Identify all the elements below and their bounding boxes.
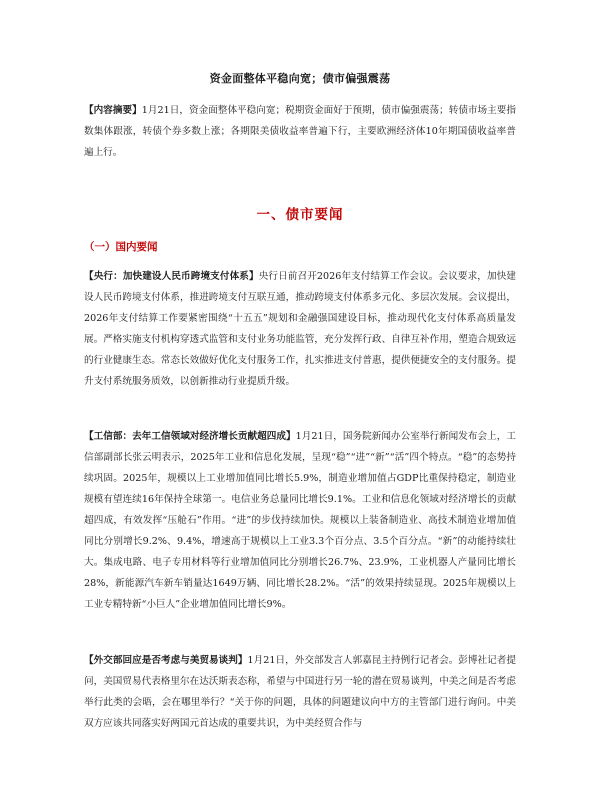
news-item-body: 央行日前召开2026年支付结算工作会议。会议要求，加快建设人民币跨境支付体系，推进跨境支付互联互通，推动跨境支付体系多元化、多层次发展。会议提出，2026年支付结算工作要紧密围绕“十五五”规划和金融强国建设目标，推动现代化支付体系高质量发展。严格实施支付机构穿透式监管和支付业务功能监管，充分发挥行政、自律互补作用，塑造合规致远的行业健康生态。常态长效做好优化支付服务工作，扎实推进支付普惠，提供便捷安全的支付服务。提升支付系统服务质效，以创新推动行业提质升级。 xyxy=(84,271,517,387)
news-item xyxy=(84,266,516,392)
document-title: 资金面整体平稳向宽；债市偏强震荡 xyxy=(209,72,391,85)
news-item xyxy=(84,426,516,615)
news-item-body: 1月21日，国务院新闻办公室举行新闻发布会上，工信部副部长张云明表示，2025年工业和信息化发展，呈现“稳”“进”“新”“活”四个特点。“稳”的态势持续巩固。2025年，规模以上工业增加值同比增长5.9%，制造业增加值占GDP比重保持稳定，制造业规模有望连续16年保持全球第一。电信业务总量同比增长9.1%。工业和信息化领域对经济增长的贡献超四成，有效发挥“压舱石”作用。“进”的步伐持续加快。规模以上装备制造业、高技术制造业增加值同比分别增长9.2%、9.4%，增速高于规模以上工业3.3个百分点、3.5个百分点。“新”的动能持续壮大。集成电路、电子专用材料等行业增加值同比分别增长26.7%、23.9%，工业机器人产量同比增长28%，新能源汽车新车销量达1649万辆、同比增长28.2%。“活”的效果持续显现。2025年规模以上工业专精特新“小巨人”企业增加值同比增长9%。 xyxy=(84,431,516,610)
summary-label: 【内容摘要】 xyxy=(84,105,142,116)
section-heading: 一、债市要闻 xyxy=(256,207,344,223)
news-item-body: 1月21日，外交部发言人郭嘉昆主持例行记者会。彭博社记者提问，美国贸易代表格里尔在达沃斯表态称，希望与中国进行另一轮的潜在贸易谈判，中美之间是否考虑举行此类的会晤，会在哪里举行？“关于你的问题，具体的问题建议向中方的主管部门进行询问。中美双方应该共同落实好两国元首达成的重要共识，为中美经贸合作与 xyxy=(84,655,517,729)
news-item-lead: 【工信部：去年工信领域对经济增长贡献超四成】 xyxy=(84,431,296,442)
summary-text: 1月21日，资金面整体平稳向宽；税期资金面好于预期，债市偏强震荡；转债市场主要指数集体跟涨，转债个券多数上涨；各期限美债收益率普遍下行，主要欧洲经济体10年期国债收益率普遍上行。 xyxy=(84,105,517,158)
news-item xyxy=(84,650,516,734)
domestic-news-subheading: （一）国内要闻 xyxy=(84,241,158,253)
news-item-lead: 【央行：加快建设人民币跨境支付体系】 xyxy=(84,271,259,282)
news-item-lead: 【外交部回应是否考虑与美贸易谈判】 xyxy=(84,655,248,666)
content-summary xyxy=(84,100,516,163)
